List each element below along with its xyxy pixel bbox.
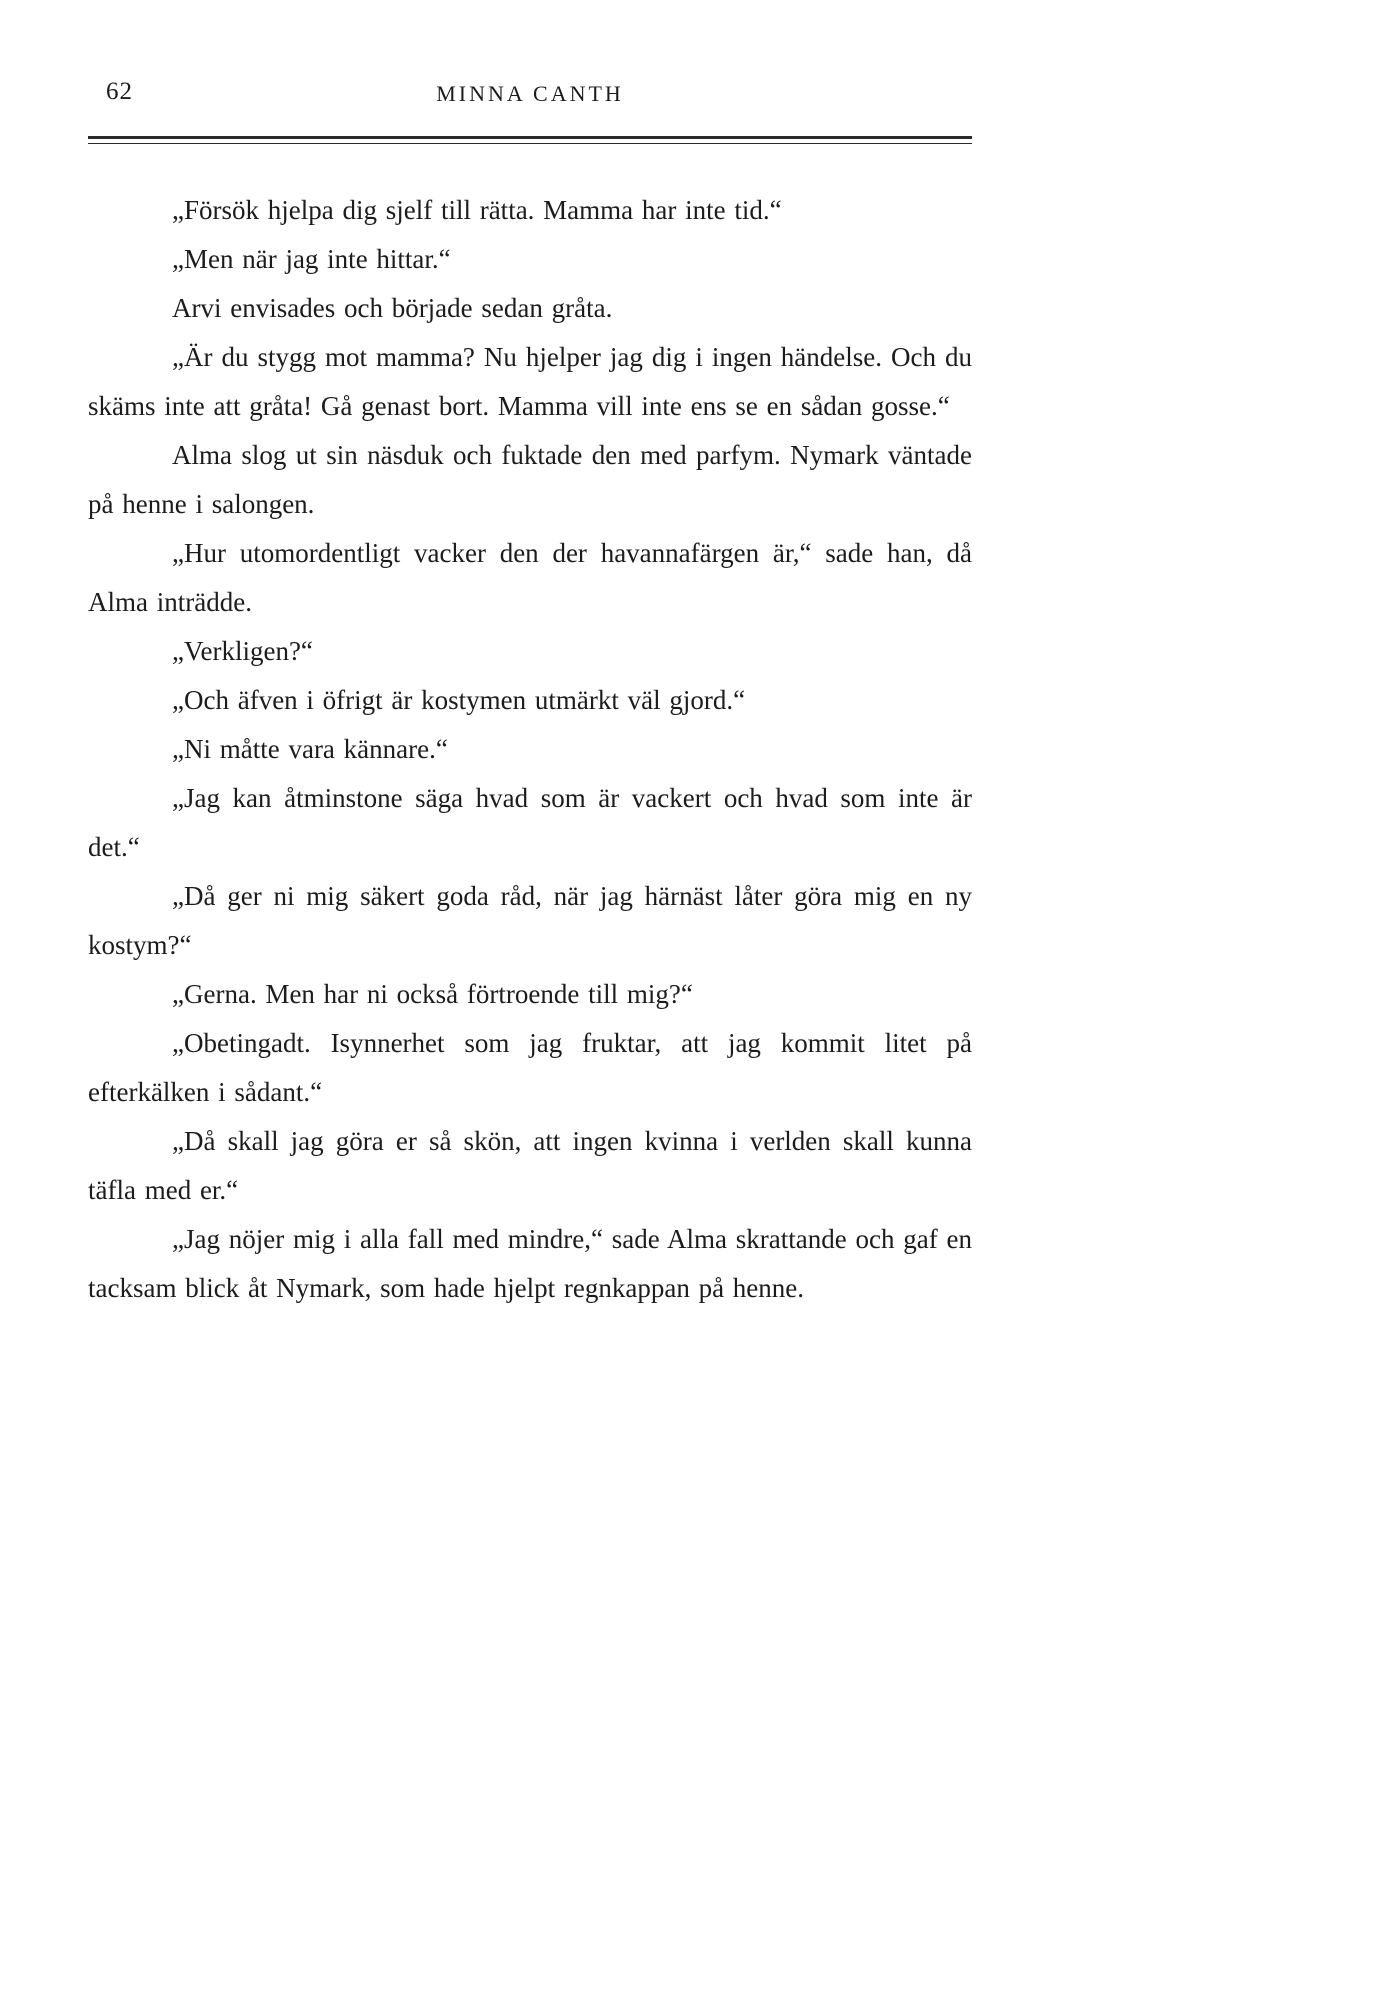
paragraph: „Verkligen?“ xyxy=(172,636,313,666)
paragraph: „Gerna. Men har ni också förtroende till mig?“ xyxy=(172,979,693,1009)
paragraph: Alma slog ut sin näsduk och fuktade den med parfym. Nymark väntade på henne i salongen. xyxy=(88,440,972,519)
header-double-rule xyxy=(88,136,972,144)
paragraph: Arvi envisades och började sedan gråta. xyxy=(172,293,613,323)
paragraph: „Men när jag inte hittar.“ xyxy=(172,244,451,274)
paragraph: „Då skall jag göra er så skön, att ingen kvinna i verlden skall kunna täfla med er.“ xyxy=(88,1126,972,1205)
paragraph: „Jag nöjer mig i alla fall med mindre,“ sade Alma skrattande och gaf en tacksam blick åt Nymark, som hade hjelpt regnkappan på henne. xyxy=(88,1224,972,1303)
page-header-title: MINNA CANTH xyxy=(436,81,624,106)
paragraph: „Hur utomordentligt vacker den der havannafärgen är,“ sade han, då Alma inträdde. xyxy=(88,538,972,617)
paragraph: „Jag kan åtminstone säga hvad som är vackert och hvad som inte är det.“ xyxy=(88,783,972,862)
paragraph: „Försök hjelpa dig sjelf till rätta. Mamma har inte tid.“ xyxy=(172,195,782,225)
body-text xyxy=(88,186,972,1313)
running-header xyxy=(88,78,972,118)
paragraph: „Då ger ni mig säkert goda råd, när jag härnäst låter göra mig en ny kostym?“ xyxy=(88,881,972,960)
book-page xyxy=(88,78,972,1313)
paragraph: „Ni måtte vara kännare.“ xyxy=(172,734,448,764)
paragraph: „Och äfven i öfrigt är kostymen utmärkt väl gjord.“ xyxy=(172,685,746,715)
paragraph: „Är du stygg mot mamma? Nu hjelper jag dig i ingen händelse. Och du skäms inte att gråta! Gå genast bort. Mamma vill inte ens se en sådan gosse.“ xyxy=(88,342,972,421)
page-number: 62 xyxy=(106,78,133,105)
paragraph: „Obetingadt. Isynnerhet som jag fruktar, att jag kommit litet på efterkälken i sådant.“ xyxy=(88,1028,972,1107)
